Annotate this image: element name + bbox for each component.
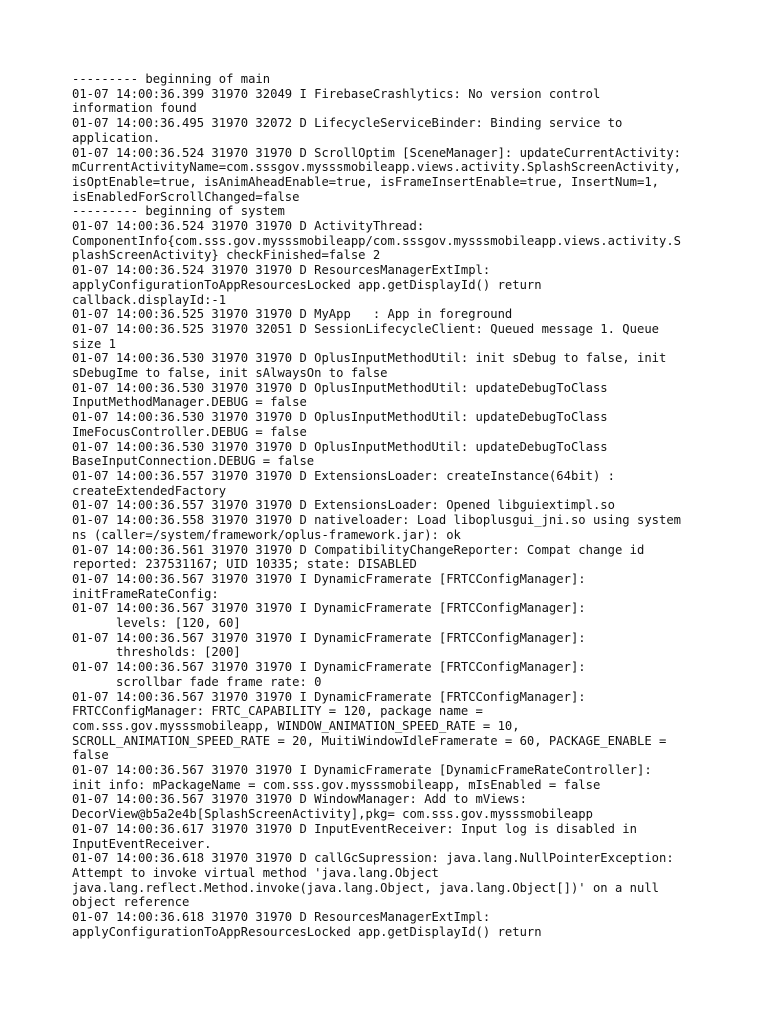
log-line: 01-07 14:00:36.530 31970 31970 D OplusInputMethodUtil: updateDebugToClass	[72, 439, 608, 454]
log-line: 01-07 14:00:36.524 31970 31970 D ScrollOptim [SceneManager]: updateCurrentActivity:	[72, 145, 682, 160]
log-line: 01-07 14:00:36.495 31970 32072 D LifecycleServiceBinder: Binding service to	[72, 116, 623, 131]
log-line: InputMethodManager.DEBUG = false	[72, 395, 307, 410]
log-line: 01-07 14:00:36.530 31970 31970 D OplusInputMethodUtil: updateDebugToClass	[72, 380, 608, 395]
log-line: 01-07 14:00:36.557 31970 31970 D ExtensionsLoader: Opened libguiextimpl.so	[72, 498, 615, 513]
log-line: 01-07 14:00:36.567 31970 31970 I DynamicFramerate [FRTCConfigManager]:	[72, 630, 586, 645]
log-line: 01-07 14:00:36.567 31970 31970 I DynamicFramerate [FRTCConfigManager]:	[72, 689, 586, 704]
log-line: application.	[72, 130, 161, 145]
log-line: FRTCConfigManager: FRTC_CAPABILITY = 120, package name =	[72, 704, 483, 719]
log-line: reported: 237531167; UID 10335; state: DISABLED	[72, 557, 417, 572]
log-line: Attempt to invoke virtual method 'java.lang.Object	[72, 865, 439, 880]
log-line: sDebugIme to false, init sAlwaysOn to false	[72, 366, 388, 381]
log-line: information found	[72, 101, 197, 116]
log-line: scrollbar fade frame rate: 0	[72, 674, 322, 689]
log-line: 01-07 14:00:36.524 31970 31970 D ResourcesManagerExtImpl:	[72, 263, 491, 278]
log-line: 01-07 14:00:36.399 31970 32049 I FirebaseCrashlytics: No version control	[72, 86, 601, 101]
log-line: ns (caller=/system/framework/oplus-framework.jar): ok	[72, 527, 461, 542]
log-line: ComponentInfo{com.sss.gov.mysssmobileapp/com.sssgov.mysssmobileapp.views.activity.S	[72, 233, 682, 248]
log-line: 01-07 14:00:36.530 31970 31970 D OplusInputMethodUtil: init sDebug to false, init	[72, 351, 667, 366]
log-line: 01-07 14:00:36.561 31970 31970 D CompatibilityChangeReporter: Compat change id	[72, 542, 645, 557]
log-line: size 1	[72, 336, 117, 351]
log-line: createExtendedFactory	[72, 483, 227, 498]
log-line: 01-07 14:00:36.524 31970 31970 D ActivityThread:	[72, 219, 425, 234]
log-line: 01-07 14:00:36.567 31970 31970 I DynamicFramerate [FRTCConfigManager]:	[72, 601, 586, 616]
log-line: isEnabledForScrollChanged=false	[72, 189, 300, 204]
log-line: isOptEnable=true, isAnimAheadEnable=true, isFrameInsertEnable=true, InsertNum=1,	[72, 174, 659, 189]
log-line: callback.displayId:-1	[72, 292, 227, 307]
log-line: 01-07 14:00:36.558 31970 31970 D nativeloader: Load liboplusgui_jni.so using system	[72, 513, 682, 528]
log-line: 01-07 14:00:36.618 31970 31970 D callGcSupression: java.lang.NullPointerException:	[72, 851, 674, 866]
log-line: com.sss.gov.mysssmobileapp, WINDOW_ANIMATION_SPEED_RATE = 10,	[72, 718, 520, 733]
log-line: applyConfigurationToAppResourcesLocked app.getDisplayId() return	[72, 924, 542, 939]
log-line: 01-07 14:00:36.567 31970 31970 I DynamicFramerate [DynamicFrameRateController]:	[72, 763, 652, 778]
log-line: --------- beginning of system	[72, 204, 285, 219]
log-line: applyConfigurationToAppResourcesLocked app.getDisplayId() return	[72, 277, 542, 292]
log-line: 01-07 14:00:36.567 31970 31970 D WindowManager: Add to mViews:	[72, 792, 527, 807]
log-line: false	[72, 748, 109, 763]
log-line: thresholds: [200]	[72, 645, 241, 660]
log-line: ImeFocusController.DEBUG = false	[72, 424, 307, 439]
log-line: InputEventReceiver.	[72, 836, 212, 851]
log-line: 01-07 14:00:36.525 31970 32051 D SessionLifecycleClient: Queued message 1. Queue	[72, 321, 659, 336]
log-line: DecorView@b5a2e4b[SplashScreenActivity],pkg= com.sss.gov.mysssmobileapp	[72, 807, 593, 822]
log-document	[72, 72, 712, 939]
log-line: init info: mPackageName = com.sss.gov.mysssmobileapp, mIsEnabled = false	[72, 777, 601, 792]
log-line: object reference	[72, 895, 190, 910]
log-line: 01-07 14:00:36.567 31970 31970 I DynamicFramerate [FRTCConfigManager]:	[72, 660, 586, 675]
log-line: 01-07 14:00:36.557 31970 31970 D ExtensionsLoader: createInstance(64bit) :	[72, 468, 615, 483]
log-line: 01-07 14:00:36.525 31970 31970 D MyApp : App in foreground	[72, 307, 513, 322]
log-line: BaseInputConnection.DEBUG = false	[72, 454, 315, 469]
log-line: levels: [120, 60]	[72, 616, 241, 631]
log-line: mCurrentActivityName=com.sssgov.mysssmobileapp.views.activity.SplashScreenActivity,	[72, 160, 682, 175]
log-line: 01-07 14:00:36.530 31970 31970 D OplusInputMethodUtil: updateDebugToClass	[72, 410, 608, 425]
log-line: plashScreenActivity} checkFinished=false 2	[72, 248, 381, 263]
log-line: initFrameRateConfig:	[72, 586, 219, 601]
log-line: --------- beginning of main	[72, 72, 271, 86]
log-line: java.lang.reflect.Method.invoke(java.lang.Object, java.lang.Object[])' on a null	[72, 880, 659, 895]
log-line: SCROLL_ANIMATION_SPEED_RATE = 20, MuitiWindowIdleFramerate = 60, PACKAGE_ENABLE =	[72, 733, 667, 748]
log-line: 01-07 14:00:36.567 31970 31970 I DynamicFramerate [FRTCConfigManager]:	[72, 571, 586, 586]
log-line: 01-07 14:00:36.618 31970 31970 D ResourcesManagerExtImpl:	[72, 910, 491, 925]
log-line: 01-07 14:00:36.617 31970 31970 D InputEventReceiver: Input log is disabled in	[72, 821, 637, 836]
